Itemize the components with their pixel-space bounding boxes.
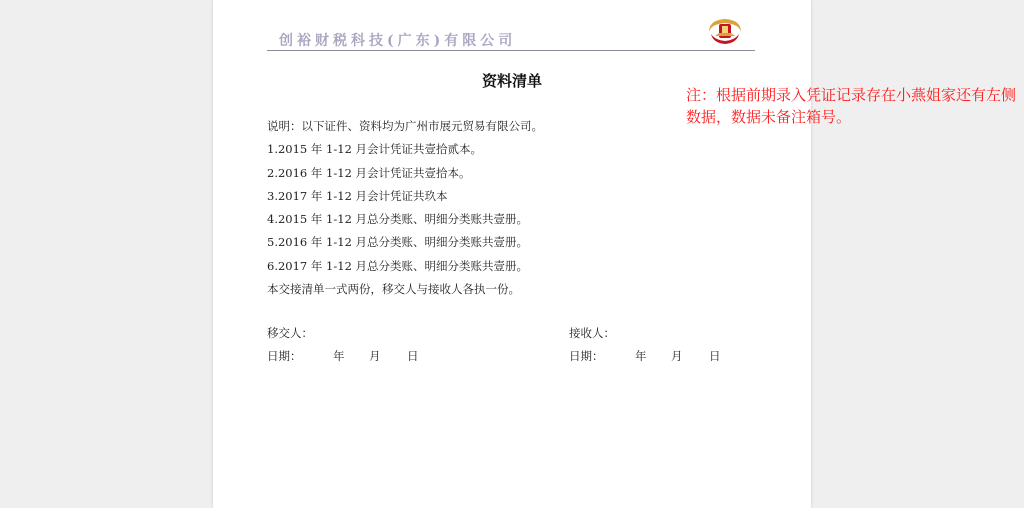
date-label: 日期： (569, 349, 604, 363)
transferor-date (267, 348, 419, 364)
document-title: 资料清单 (481, 72, 542, 90)
document-body (267, 117, 767, 303)
receiver-label: 接收人： (569, 326, 615, 340)
list-item: 3.2017 年 1-12 月会计凭证共玖本 (267, 188, 448, 203)
list-item: 4.2015 年 1-12 月总分类账、明细分类账共壹册。 (267, 212, 529, 227)
day-label: 日 (407, 349, 419, 363)
document-page (213, 0, 811, 508)
transferor-label: 移交人： (267, 326, 313, 340)
list-item: 1.2015 年 1-12 月会计凭证共壹拾贰本。 (267, 142, 483, 157)
list-item: 6.2017 年 1-12 月总分类账、明细分类账共壹册。 (267, 258, 529, 273)
letterhead (267, 30, 755, 51)
year-label: 年 (635, 349, 647, 363)
list-item: 5.2016 年 1-12 月总分类账、明细分类账共壹册。 (267, 235, 529, 250)
day-label: 日 (709, 349, 721, 363)
company-name: 创裕财税科技(广东)有限公司 (279, 33, 517, 49)
intro-line: 说明：以下证件、资料均为广州市展元贸易有限公司。 (267, 119, 543, 133)
month-label: 月 (671, 349, 683, 363)
closing-line: 本交接清单一式两份，移交人与接收人各执一份。 (267, 282, 520, 297)
annotation-note: 注：根据前期录入凭证记录存在小燕姐家还有左侧数据，数据未备注箱号。 (686, 86, 1017, 126)
year-label: 年 (333, 349, 345, 363)
date-label: 日期： (267, 349, 302, 363)
month-label: 月 (369, 349, 381, 363)
list-item: 2.2016 年 1-12 月会计凭证共壹拾本。 (267, 165, 471, 180)
company-emblem-icon (705, 16, 745, 46)
receiver-date (569, 348, 721, 364)
